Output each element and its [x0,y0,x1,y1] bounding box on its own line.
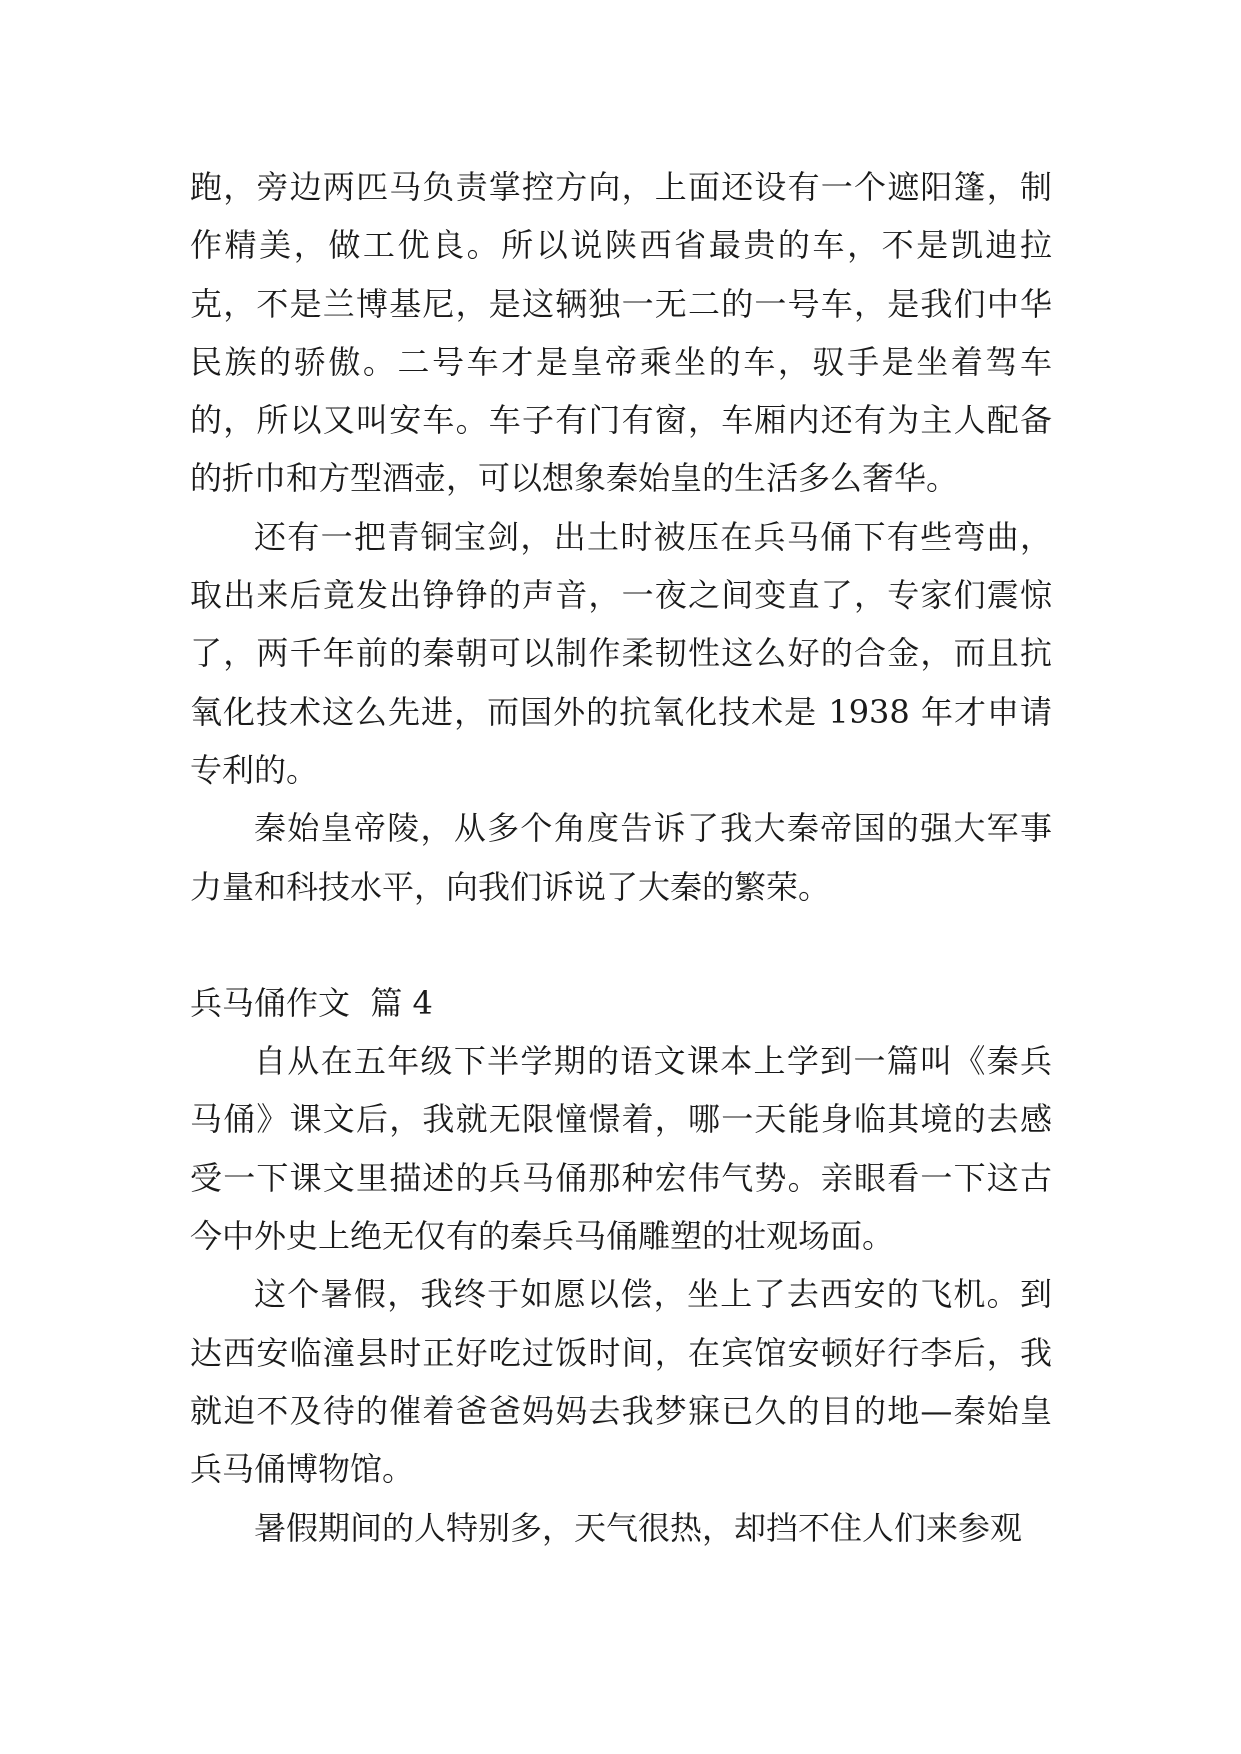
paragraph-summer-trip: 这个暑假，我终于如愿以偿，坐上了去西安的飞机。到达西安临潼县时正好吃过饭时间，在宾馆安顿好行李后，我就迫不及待的催着爸爸妈妈去我梦寐已久的目的地—秦始皇兵马俑博物馆。 [190,1275,1052,1489]
document-page [190,158,1052,1557]
paragraph-bronze-sword: 还有一把青铜宝剑，出土时被压在兵马俑下有些弯曲，取出来后竟发出铮铮的声音，一夜之间变直了，专家们震惊了，两千年前的秦朝可以制作柔韧性这么好的合金，而且抗氧化技术这么先进，而国外的抗氧化技术是 1938 年才申请专利的。 [190,517,1052,789]
paragraph-chariot: 跑，旁边两匹马负责掌控方向，上面还设有一个遮阳篷，制作精美，做工优良。所以说陕西省最贵的车，不是凯迪拉克，不是兰博基尼，是这辆独一无二的一号车，是我们中华民族的骄傲。二号车才是皇帝乘坐的车，驭手是坐着驾车的，所以又叫安车。车子有门有窗，车厢内还有为主人配备的折巾和方型酒壶，可以想象秦始皇的生活多么奢华。 [190,168,1052,498]
paragraph-crowds: 暑假期间的人特别多，天气很热，却挡不住人们来参观 [254,1508,1023,1547]
paragraph-textbook: 自从在五年级下半学期的语文课本上学到一篇叫《秦兵马俑》课文后，我就无限憧憬着，哪一天能身临其境的去感受一下课文里描述的兵马俑那种宏伟气势。亲眼看一下这古今中外史上绝无仅有的秦兵马俑雕塑的壮观场面。 [190,1042,1052,1256]
section-heading: 兵马俑作文 篇 4 [190,983,433,1022]
paragraph-mausoleum: 秦始皇帝陵，从多个角度告诉了我大秦帝国的强大军事力量和科技水平，向我们诉说了大秦的繁荣。 [190,809,1052,906]
